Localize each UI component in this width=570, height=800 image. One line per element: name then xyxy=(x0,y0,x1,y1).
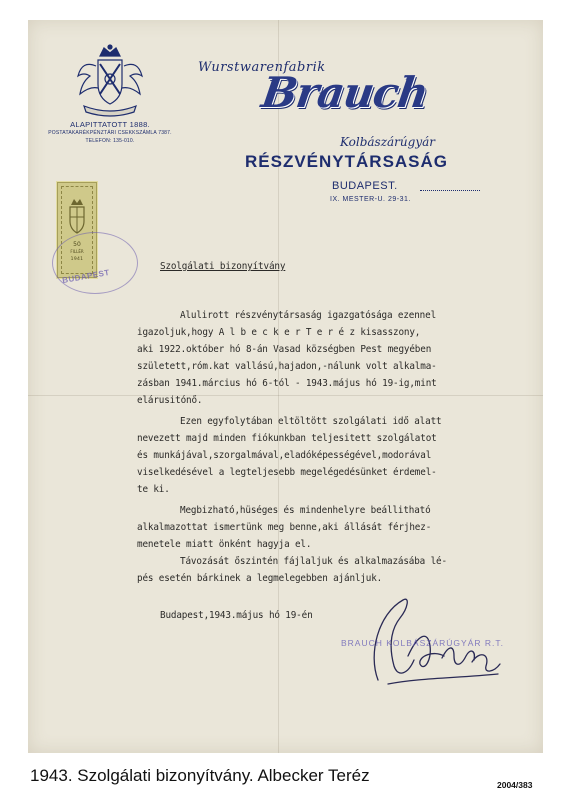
coat-of-arms-icon xyxy=(70,42,150,120)
postmark-city: BUDAPEST xyxy=(61,267,111,286)
body-line: Alulirott részvénytársaság igazgatósága ezennel xyxy=(180,310,437,321)
dotted-rule xyxy=(420,190,480,191)
company-type: RÉSZVÉNYTÁRSASÁG xyxy=(245,152,449,171)
date-line: Budapest,1943.május hó 19-én xyxy=(160,610,313,621)
body-line: viselkedésével a legteljesebb megelégedésünket érdemel- xyxy=(137,467,437,478)
body-line: Ezen egyfolytában eltöltött szolgálati idő alatt xyxy=(180,416,442,427)
body-line: te ki. xyxy=(137,484,170,495)
company-stamp: BRAUCH KOLBÁSZÁRÚGYÁR R.T. xyxy=(341,638,504,648)
body-line: született,róm.kat vallású,hajadon,-nálunk volt alkalma- xyxy=(137,361,437,372)
body-line: menetele miatt önként hagyja el. xyxy=(137,539,312,550)
body-line: Távozását őszintén fájlaljuk és alkalmazásába lé- xyxy=(180,556,447,567)
stamp-band: 1941 xyxy=(70,257,84,262)
stamp-currency: FILLÉR xyxy=(70,249,84,254)
body-line: zásban 1941.március hó 6-tól - 1943.május hó 19-ig,mint xyxy=(137,378,437,389)
company-name-german: Wurstwarenfabrik xyxy=(198,60,326,75)
fold-line-horizontal xyxy=(28,395,543,396)
body-line: elárusitónő. xyxy=(137,395,203,406)
brand-logo: Brauch xyxy=(258,68,431,117)
inventory-number: 2004/383 xyxy=(497,780,533,790)
body-line: aki 1922.október hó 8-án Vasad községben Pest megyében xyxy=(137,344,432,355)
document-title: Szolgálati bizonyítvány xyxy=(160,261,286,272)
address-text: IX. MESTER-U. 29-31. xyxy=(330,196,411,203)
city-text: BUDAPEST. xyxy=(332,180,398,192)
telephone-text: TELEFON: 135-010. xyxy=(85,138,135,144)
body-line: igazoljuk,hogy A l b e c k e r T e r é z kisasszony, xyxy=(137,327,421,338)
body-line: nevezett majd minden fiókunkban teljesitett szolgálatot xyxy=(137,433,437,444)
founded-text: ALAPITTATOTT 1888. xyxy=(70,120,150,129)
stamp-value: 50 xyxy=(73,241,81,248)
body-line: alkalmazottat ismertünk meg benne,aki állását férjhez- xyxy=(137,522,432,533)
body-line: Megbizható,hüséges és mindenhelyre beállitható xyxy=(180,505,431,516)
company-name-hungarian: Kolbászárúgyár xyxy=(340,135,435,149)
body-line: pés esetén bárkinek a legmelegebben ajánljuk. xyxy=(137,573,383,584)
crown-arms-icon xyxy=(67,197,87,237)
caption: 1943. Szolgálati bizonyítvány. Albecker Teréz xyxy=(30,766,370,785)
bank-account-text: POSTATAKARÉKPÉNZTÁRI CSEKKSZÁMLA 7387. xyxy=(48,130,172,136)
body-line: és munkájával,szorgalmával,eladóképességével,modorával xyxy=(137,450,432,461)
